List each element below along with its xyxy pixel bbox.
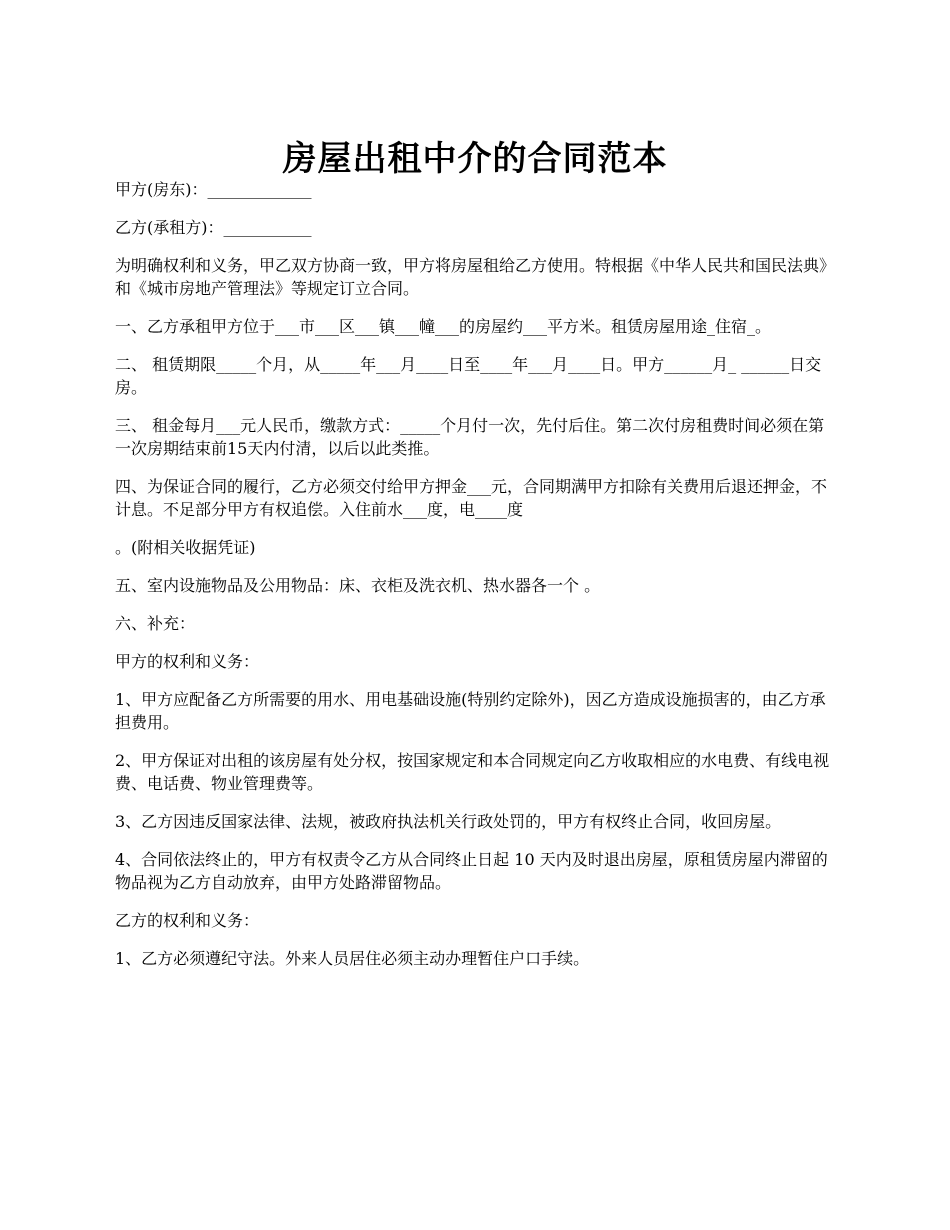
paragraph-clause-5: 五、室内设施物品及公用物品：床、衣柜及洗衣机、热水器各一个 。 <box>115 576 601 595</box>
document-body <box>115 178 835 970</box>
document-title: 房屋出租中介的合同范本 <box>282 138 668 179</box>
paragraph-clause-6: 六、补充： <box>115 614 196 633</box>
paragraph-party-b-item-1: 1、乙方必须遵纪守法。外来人员居住必须主动办理暂住户口手续。 <box>115 949 590 968</box>
paragraph-clause-3: 三、 租金每月___元人民币，缴款方式：_____个月付一次，先付后住。第二次付房租费时间必须在第一次房期结束前15天内付清，以后以此类推。 <box>115 416 825 458</box>
heading-party-a-rights: 甲方的权利和义务： <box>115 652 260 671</box>
paragraph-clause-2: 二、 租赁期限_____个月，从_____年___月____日至____年___月____日。甲方______月_ ______日交房。 <box>115 355 822 397</box>
paragraph-party-a-item-4: 4、合同依法终止的，甲方有权责令乙方从合同终止日起 10 天内及时退出房屋，原租赁房屋内滞留的物品视为乙方自动放弃，由甲方处路滞留物品。 <box>115 850 828 892</box>
paragraph-party-b: 乙方(承租方)：___________ <box>115 218 312 237</box>
paragraph-party-a-item-1: 1、甲方应配备乙方所需要的用水、用电基础设施(特别约定除外)，因乙方造成设施损害的，由乙方承担费用。 <box>115 690 826 732</box>
paragraph-preamble: 为明确权利和义务，甲乙双方协商一致，甲方将房屋租给乙方使用。特根据《中华人民共和国民法典》和《城市房地产管理法》等规定订立合同。 <box>115 256 836 298</box>
paragraph-clause-1: 一、乙方承租甲方位于___市___区___镇___幢___的房屋约___平方米。租赁房屋用途_住宿_。 <box>115 317 772 336</box>
paragraph-party-a-item-2: 2、甲方保证对出租的该房屋有处分权，按国家规定和本合同规定向乙方收取相应的水电费、有线电视费、电话费、物业管理费等。 <box>115 751 830 793</box>
paragraph-party-a: 甲方(房东)：_____________ <box>115 180 312 199</box>
paragraph-clause-4: 四、为保证合同的履行，乙方必须交付给甲方押金___元，合同期满甲方扣除有关费用后退还押金，不计息。不足部分甲方有权追偿。入住前水___度，电____度 <box>115 477 828 519</box>
paragraph-party-a-item-3: 3、乙方因违反国家法律、法规，被政府执法机关行政处罚的，甲方有权终止合同，收回房屋。 <box>115 812 782 831</box>
heading-party-b-rights: 乙方的权利和义务： <box>115 911 260 930</box>
paragraph-receipt-note: 。(附相关收据凭证) <box>115 538 256 557</box>
